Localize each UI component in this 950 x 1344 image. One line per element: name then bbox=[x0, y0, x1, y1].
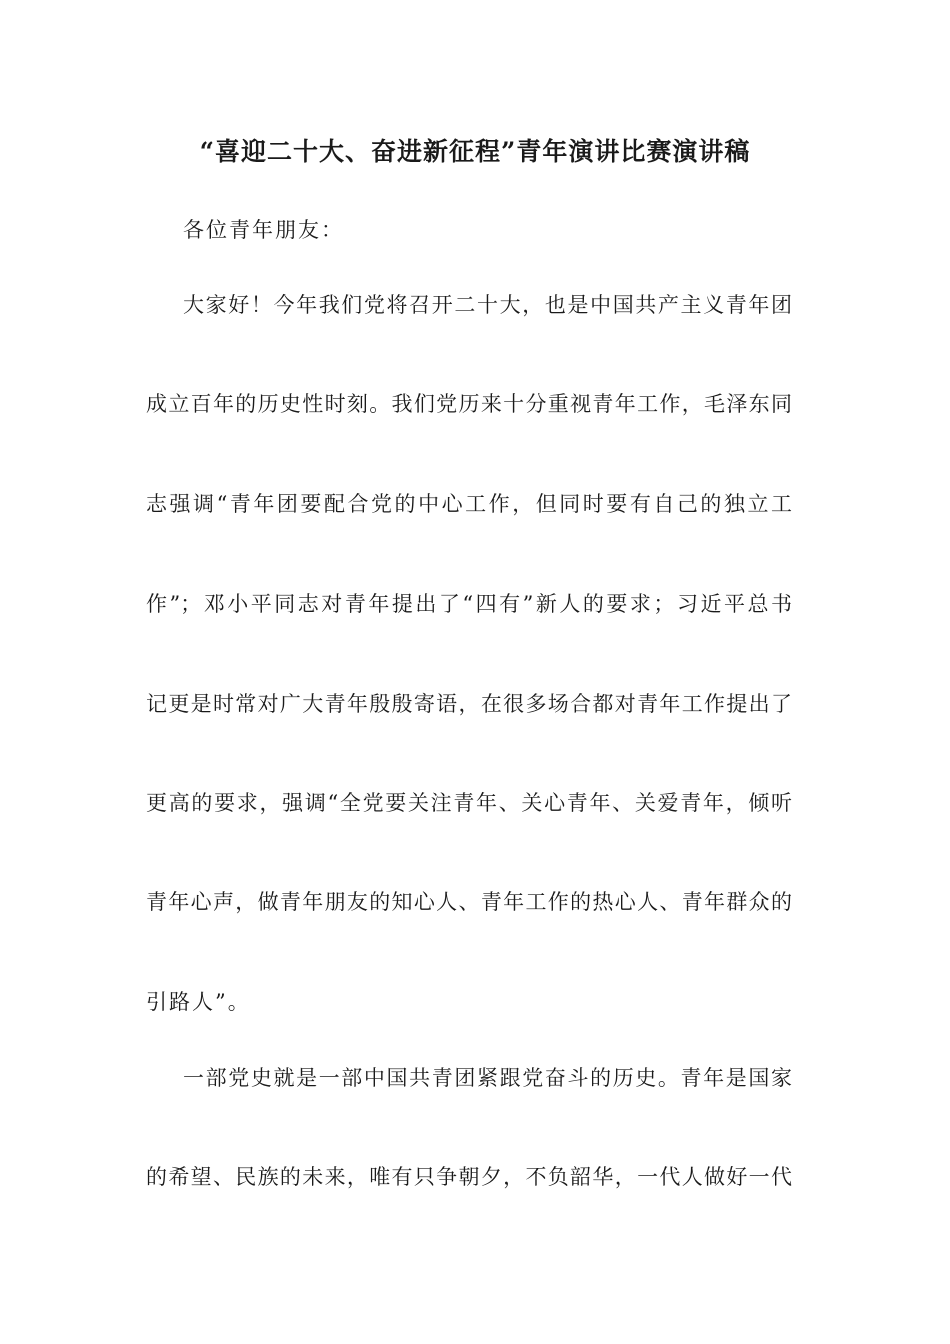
paragraph-1-line-8: 引路人”。 bbox=[146, 990, 251, 1014]
paragraph-1-line-4: 作”；邓小平同志对青年提出了“四有”新人的要求；习近平总书 bbox=[146, 592, 792, 616]
salutation: 各位青年朋友： bbox=[183, 218, 344, 242]
paragraph-1-line-3: 志强调“青年团要配合党的中心工作，但同时要有自己的独立工 bbox=[146, 492, 792, 516]
paragraph-1-line-6: 更高的要求，强调“全党要关注青年、关心青年、关爱青年，倾听 bbox=[146, 791, 792, 815]
paragraph-1-line-7: 青年心声，做青年朋友的知心人、青年工作的热心人、青年群众的 bbox=[146, 890, 792, 914]
paragraph-1-line-5: 记更是时常对广大青年殷殷寄语，在很多场合都对青年工作提出了 bbox=[146, 692, 792, 716]
paragraph-1-line-2: 成立百年的历史性时刻。我们党历来十分重视青年工作，毛泽东同 bbox=[146, 392, 792, 416]
paragraph-2-line-1: 一部党史就是一部中国共青团紧跟党奋斗的历史。青年是国家 bbox=[183, 1066, 792, 1090]
paragraph-1-line-1: 大家好！今年我们党将召开二十大，也是中国共产主义青年团 bbox=[183, 293, 792, 317]
paragraph-2-line-2: 的希望、民族的未来，唯有只争朝夕，不负韶华，一代人做好一代 bbox=[146, 1165, 792, 1189]
document-title: “喜迎二十大、奋进新征程”青年演讲比赛演讲稿 bbox=[199, 137, 751, 166]
